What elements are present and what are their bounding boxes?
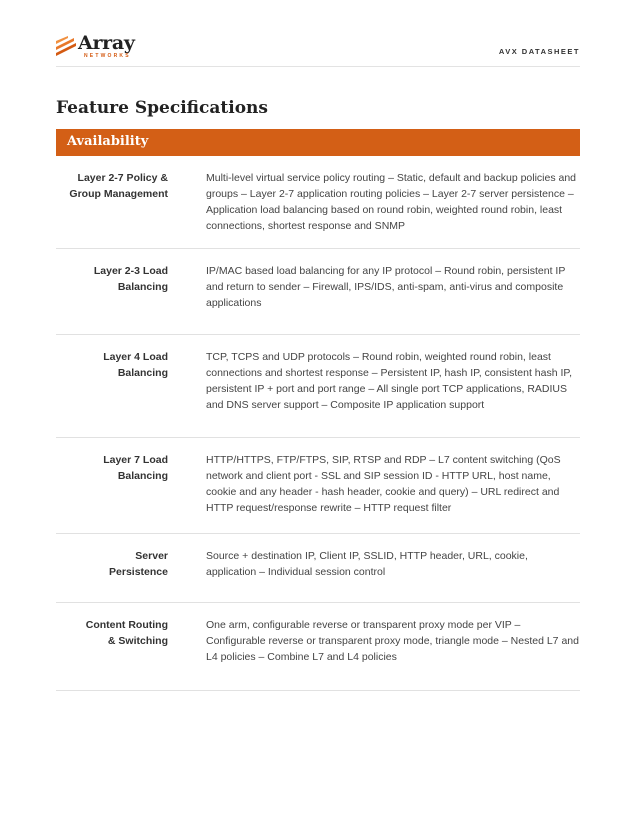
- page-title: Feature Specifications: [56, 98, 268, 118]
- spec-label: Layer 7 Load Balancing: [103, 454, 168, 482]
- array-logo-stripes-icon: [56, 36, 78, 56]
- page-header: [56, 30, 580, 67]
- section-title: Availability: [67, 134, 149, 149]
- spec-description: Source + destination IP, Client IP, SSLID, HTTP header, URL, cookie, application – Individual session control: [206, 550, 528, 578]
- logo-wordmark: Array: [78, 32, 135, 54]
- spec-description: IP/MAC based load balancing for any IP protocol – Round robin, persistent IP and return to sender – Firewall, IPS/IDS, anti-spam, anti-virus and composite applications: [206, 265, 566, 309]
- spec-label: Server Persistence: [109, 550, 168, 578]
- datasheet-label: AVX DATASHEET: [498, 47, 580, 56]
- spec-label: Content Routing & Switching: [85, 619, 168, 647]
- spec-row: [56, 534, 580, 603]
- spec-description: HTTP/HTTPS, FTP/FTPS, SIP, RTSP and RDP – L7 content switching (QoS network and client port - SSL and SIP session ID - HTTP URL, host name, cookie and any header - hash header, cookie and query) – URL redirect and HTTP request/response rewrite – HTTP request filter: [206, 454, 561, 514]
- spec-row: [56, 335, 580, 438]
- spec-row: [56, 249, 580, 335]
- logo-subtitle: NETWORKS: [84, 53, 131, 59]
- spec-row: [56, 438, 580, 534]
- spec-row: [56, 603, 580, 691]
- array-networks-logo: [56, 34, 156, 60]
- spec-label: Layer 4 Load Balancing: [103, 351, 168, 379]
- spec-description: Multi-level virtual service policy routing – Static, default and backup policies and groups – Layer 2-7 application routing policies – Layer 2-7 server persistence – Application load balancing based on round robin, weighted round robin, least connections, shortest response and SNMP: [206, 172, 577, 232]
- spec-description: One arm, configurable reverse or transparent proxy mode per VIP – Configurable reverse or transparent proxy mode, triangle mode – Nested L7 and L4 policies – Combine L7 and L4 policies: [206, 619, 579, 663]
- spec-label: Layer 2-3 Load Balancing: [93, 265, 168, 293]
- spec-row: [56, 156, 580, 249]
- spec-description: TCP, TCPS and UDP protocols – Round robin, weighted round robin, least connections and shortest response – Persistent IP, hash IP, consistent hash IP, persistent IP + port and port range – All single port TCP applications, RADIUS and DNS server support – Composite IP application support: [206, 351, 572, 411]
- spec-table: [56, 156, 580, 691]
- spec-label: Layer 2-7 Policy & Group Management: [69, 172, 168, 200]
- section-header-availability: [56, 129, 580, 156]
